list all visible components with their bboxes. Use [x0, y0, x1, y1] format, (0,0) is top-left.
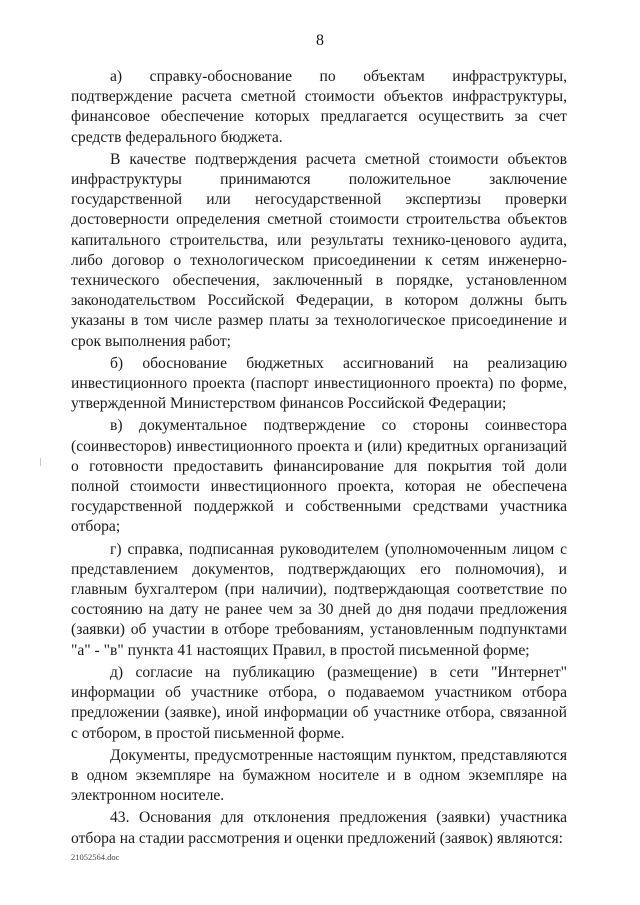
paragraph-d: д) согласие на публикацию (размещение) в сети "Интернет" информации об участнике отбора, о подаваемом участником отбора предложении (заявке), иной информации об участнике отбора, связанной с отбором, в простой письменной форме.: [71, 663, 567, 742]
paragraph-v: в) документальное подтверждение со стороны соинвестора (соинвесторов) инвестиционного проекта и (или) кредитных организаций о готовности предоставить финансирование для покрытия той доли полной стоимости инвестиционного проекта, которая не обеспечена государственной поддержкой и собственными средствами участника отбора;: [71, 417, 567, 536]
paragraph-g: г) справка, подписанная руководителем (уполномоченным лицом с представлением документов, подтверждающих его полномочия), и главным бухгалтером (при наличии), подтверждающая соответствие по состоянию на дату не ранее чем за 30 дней до дня подачи предложения (заявки) об участии в отборе требованиям, установленным подпунктами "а" - "в" пункта 41 настоящих Правил, в простой письменной форме;: [71, 540, 567, 659]
paragraph-b: б) обоснование бюджетных ассигнований на реализацию инвестиционного проекта (паспорт инвестиционного проекта) по форме, утвержденной Министерством финансов Российской Федерации;: [71, 354, 567, 413]
paragraph-a: а) справку-обоснование по объектам инфраструктуры, подтверждение расчета сметной стоимости объектов инфраструктуры, финансовое обеспечение которых предлагается осуществить за счет средств федерального бюджета.: [71, 68, 567, 146]
footer-file-code: 21052564.doc: [71, 852, 120, 862]
page-number: 8: [316, 32, 324, 49]
document-body: [71, 67, 567, 851]
paragraph-43: 43. Основания для отклонения предложения (заявки) участника отбора на стадии рассмотрения и оценки предложений (заявок) являются:: [71, 809, 567, 847]
margin-mark: [40, 458, 44, 466]
paragraph-documents: Документы, предусмотренные настоящим пунктом, представляются в одном экземпляре на бумажном носителе и в одном экземпляре на электронном носителе.: [71, 746, 567, 805]
paragraph-cost-confirmation: В качестве подтверждения расчета сметной стоимости объектов инфраструктуры принимаются положительное заключение государственной или негосударственной экспертизы проверки достоверности определения сметной стоимости строительства объектов капитального строительства, или результаты технико-ценового аудита, либо договор о технологическом присоединении к сетям инженерно-технического обеспечения, заключенный в порядке, установленном законодательством Российской Федерации, в котором должны быть указаны в том числе размер платы за технологическое присоединение и срок выполнения работ;: [71, 150, 567, 350]
